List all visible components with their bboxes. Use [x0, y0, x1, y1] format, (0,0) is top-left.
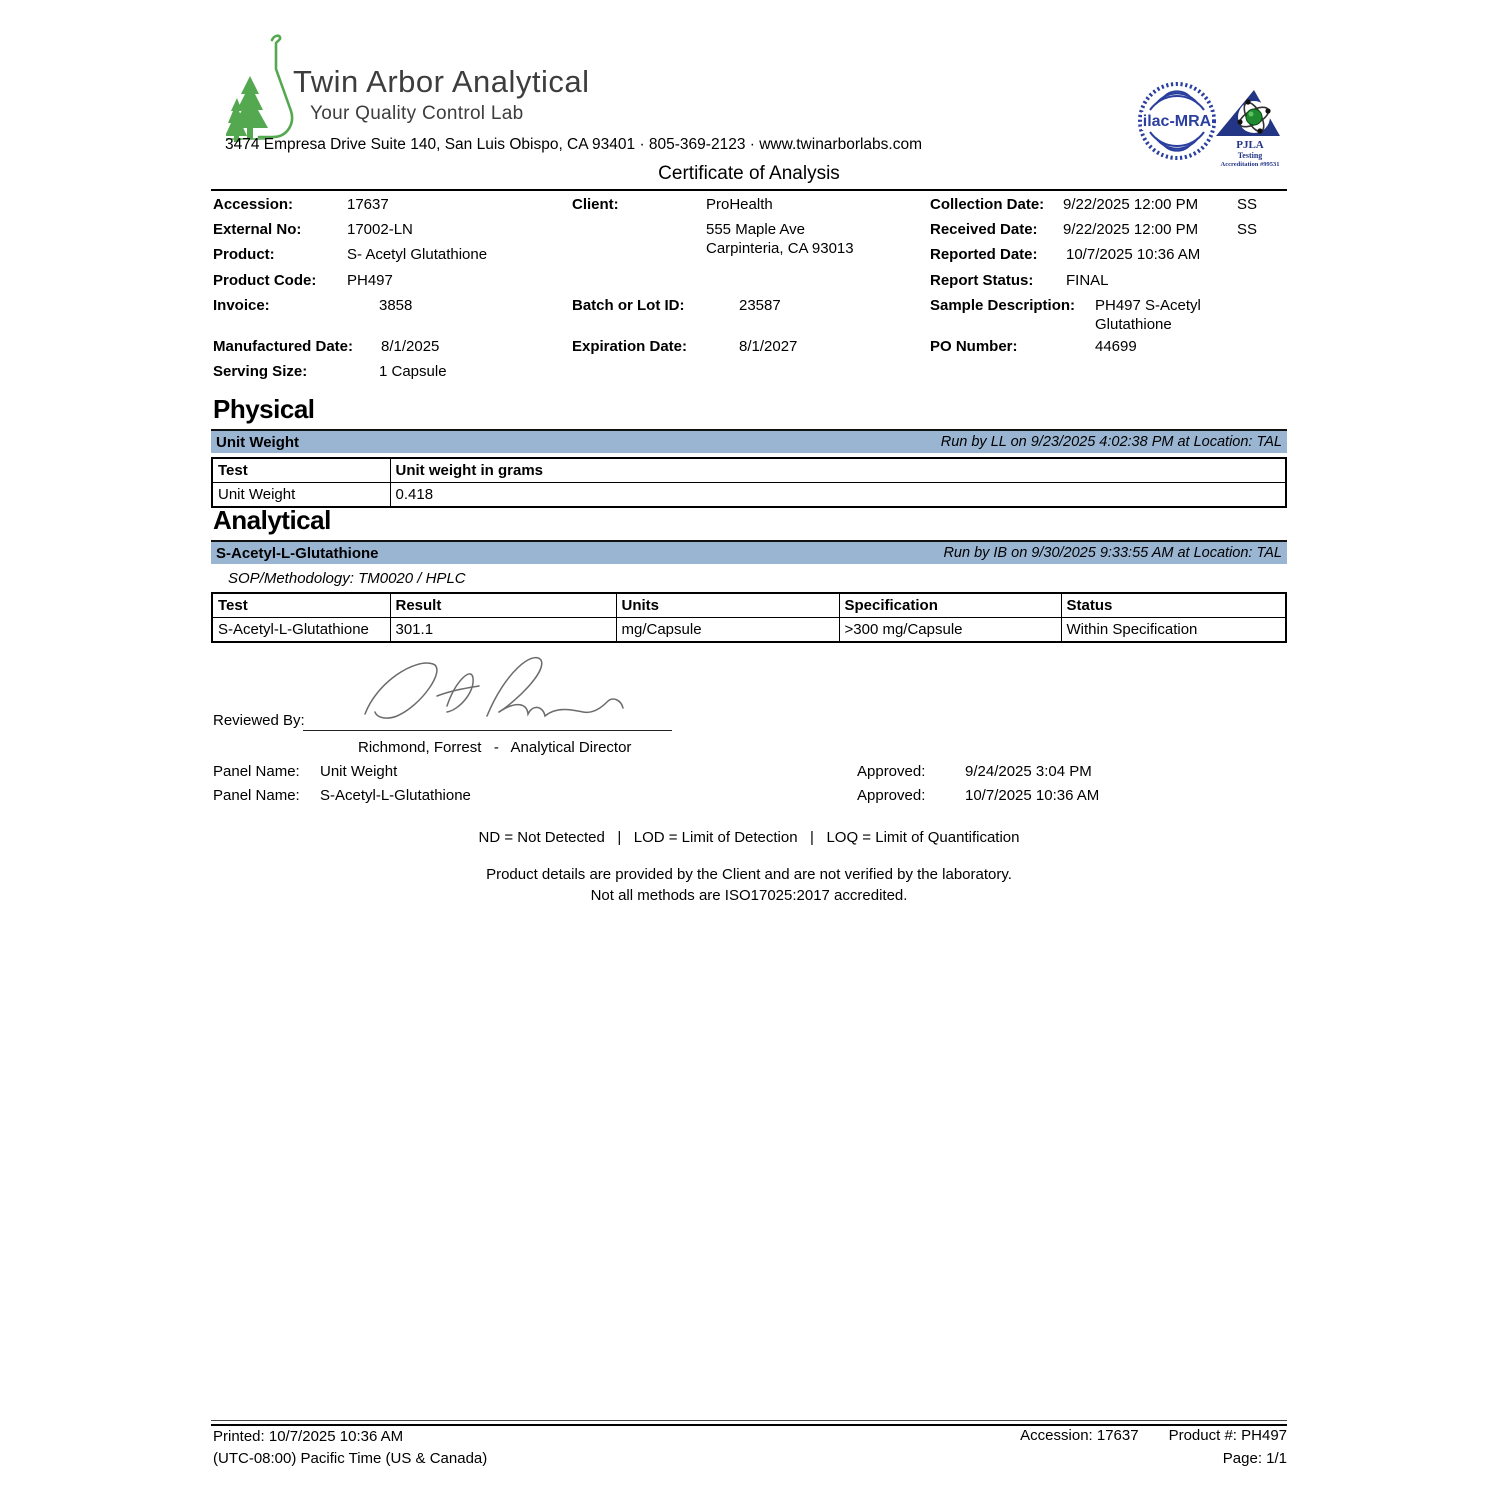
received-date-tag: SS [1237, 221, 1258, 238]
reviewer-name-title: Richmond, Forrest - Analytical Director [358, 739, 632, 756]
lab-address: 3474 Empresa Drive Suite 140, San Luis Obispo, CA 93401 · 805-369-2123 · www.twinarborlabs.com [225, 136, 923, 153]
timezone: (UTC-08:00) Pacific Time (US & Canada) [213, 1450, 488, 1467]
batch-label: Batch or Lot ID: [572, 297, 685, 314]
analytical-result: 301.1 [390, 618, 616, 643]
page-number: Page: 1/1 [1222, 1450, 1287, 1467]
serving-size-label: Serving Size: [213, 363, 308, 380]
analytical-col-status: Status [1061, 593, 1286, 618]
external-no-label: External No: [213, 221, 302, 238]
collection-date-tag: SS [1237, 196, 1258, 213]
footer-divider [211, 1420, 1287, 1426]
client-address1: 555 Maple Ave [706, 221, 805, 238]
client-name: ProHealth [706, 196, 773, 213]
reported-date-label: Reported Date: [930, 246, 1038, 263]
reported-date-value: 10/7/2025 10:36 AM [1066, 246, 1201, 263]
svg-text:ilac-MRA: ilac-MRA [1142, 113, 1212, 130]
analytical-col-test: Test [212, 593, 390, 618]
disclaimer-line-1: Product details are provided by the Client and are not verified by the laboratory. [486, 866, 1012, 883]
analytical-col-specification: Specification [839, 593, 1061, 618]
sample-description-value: PH497 S-Acetyl Glutathione [1095, 297, 1201, 333]
table-row [212, 618, 1286, 643]
physical-table [211, 457, 1287, 508]
title-divider [211, 189, 1287, 191]
analytical-col-units: Units [616, 593, 839, 618]
signature-image [335, 650, 635, 732]
batch-value: 23587 [739, 297, 781, 314]
report-status-label: Report Status: [930, 272, 1034, 289]
manufactured-date-value: 8/1/2025 [381, 338, 440, 355]
printed-timestamp: Printed: 10/7/2025 10:36 AM [213, 1428, 404, 1445]
physical-test-result: 0.418 [390, 483, 1286, 508]
footer-product: Product #: PH497 [1168, 1427, 1287, 1444]
physical-band-title: Unit Weight [216, 433, 300, 451]
analytical-status: Within Specification [1061, 618, 1286, 643]
accession-value: 17637 [347, 196, 389, 213]
invoice-value: 3858 [379, 297, 413, 314]
panel-name-value: S-Acetyl-L-Glutathione [320, 787, 471, 804]
approved-value: 9/24/2025 3:04 PM [965, 763, 1092, 780]
product-value: S- Acetyl Glutathione [347, 246, 488, 263]
manufactured-date-label: Manufactured Date: [213, 338, 354, 355]
received-date-label: Received Date: [930, 221, 1038, 238]
collection-date-label: Collection Date: [930, 196, 1045, 213]
signature-line [303, 730, 672, 731]
analytical-test-name: S-Acetyl-L-Glutathione [212, 618, 390, 643]
po-number-value: 44699 [1095, 338, 1137, 355]
footer-refs [1020, 1427, 1287, 1444]
physical-run-info: Run by LL on 9/23/2025 4:02:38 PM at Location: TAL [940, 434, 1282, 450]
panel-name-label: Panel Name: [213, 787, 300, 804]
client-address2: Carpinteria, CA 93013 [706, 240, 854, 257]
approved-label: Approved: [857, 763, 926, 780]
collection-date-value: 9/22/2025 12:00 PM [1063, 196, 1199, 213]
analytical-col-result: Result [390, 593, 616, 618]
sample-description-label: Sample Description: [930, 297, 1076, 314]
analytical-specification: >300 mg/Capsule [839, 618, 1061, 643]
po-number-label: PO Number: [930, 338, 1018, 355]
physical-col-unit-weight: Unit weight in grams [390, 458, 1286, 483]
svg-text:Testing: Testing [1237, 151, 1263, 160]
lab-name: Twin Arbor Analytical [293, 64, 590, 99]
physical-band [211, 429, 1287, 453]
product-label: Product: [213, 246, 275, 263]
panel-name-label: Panel Name: [213, 763, 300, 780]
external-no-value: 17002-LN [347, 221, 413, 238]
sop-methodology: SOP/Methodology: TM0020 / HPLC [228, 570, 466, 587]
physical-section-heading: Physical [213, 394, 315, 424]
footer-accession: Accession: 17637 [1020, 1427, 1139, 1444]
report-status-value: FINAL [1066, 272, 1109, 289]
approved-value: 10/7/2025 10:36 AM [965, 787, 1100, 804]
svg-text:Accreditation #99531: Accreditation #99531 [1220, 161, 1280, 168]
disclaimer-line-2: Not all methods are ISO17025:2017 accredited. [590, 887, 908, 904]
lab-tagline: Your Quality Control Lab [310, 103, 524, 124]
product-code-label: Product Code: [213, 272, 317, 289]
product-code-value: PH497 [347, 272, 393, 289]
expiration-value: 8/1/2027 [739, 338, 798, 355]
reviewed-by-label: Reviewed By: [213, 712, 305, 729]
invoice-label: Invoice: [213, 297, 270, 314]
analytical-section-heading: Analytical [213, 505, 331, 535]
physical-test-name: Unit Weight [212, 483, 390, 508]
approved-label: Approved: [857, 787, 926, 804]
analytical-band [211, 540, 1287, 564]
pjla-accreditation-logo [1210, 84, 1288, 168]
client-label: Client: [572, 196, 619, 213]
received-date-value: 9/22/2025 12:00 PM [1063, 221, 1199, 238]
physical-col-test: Test [212, 458, 390, 483]
serving-size-value: 1 Capsule [379, 363, 447, 380]
analytical-units: mg/Capsule [616, 618, 839, 643]
page-title: Certificate of Analysis [658, 163, 840, 184]
analytical-run-info: Run by IB on 9/30/2025 9:33:55 AM at Location: TAL [943, 545, 1282, 561]
analytical-table [211, 592, 1287, 643]
legend-line: ND = Not Detected | LOD = Limit of Detection | LOQ = Limit of Quantification [478, 829, 1020, 846]
ilac-mra-logo [1136, 80, 1218, 162]
panel-name-value: Unit Weight [320, 763, 398, 780]
analytical-band-title: S-Acetyl-L-Glutathione [216, 544, 379, 562]
svg-text:PJLA: PJLA [1236, 139, 1264, 151]
accession-label: Accession: [213, 196, 294, 213]
pine-tree-flask-icon [226, 32, 296, 144]
table-row [212, 483, 1286, 508]
expiration-label: Expiration Date: [572, 338, 688, 355]
